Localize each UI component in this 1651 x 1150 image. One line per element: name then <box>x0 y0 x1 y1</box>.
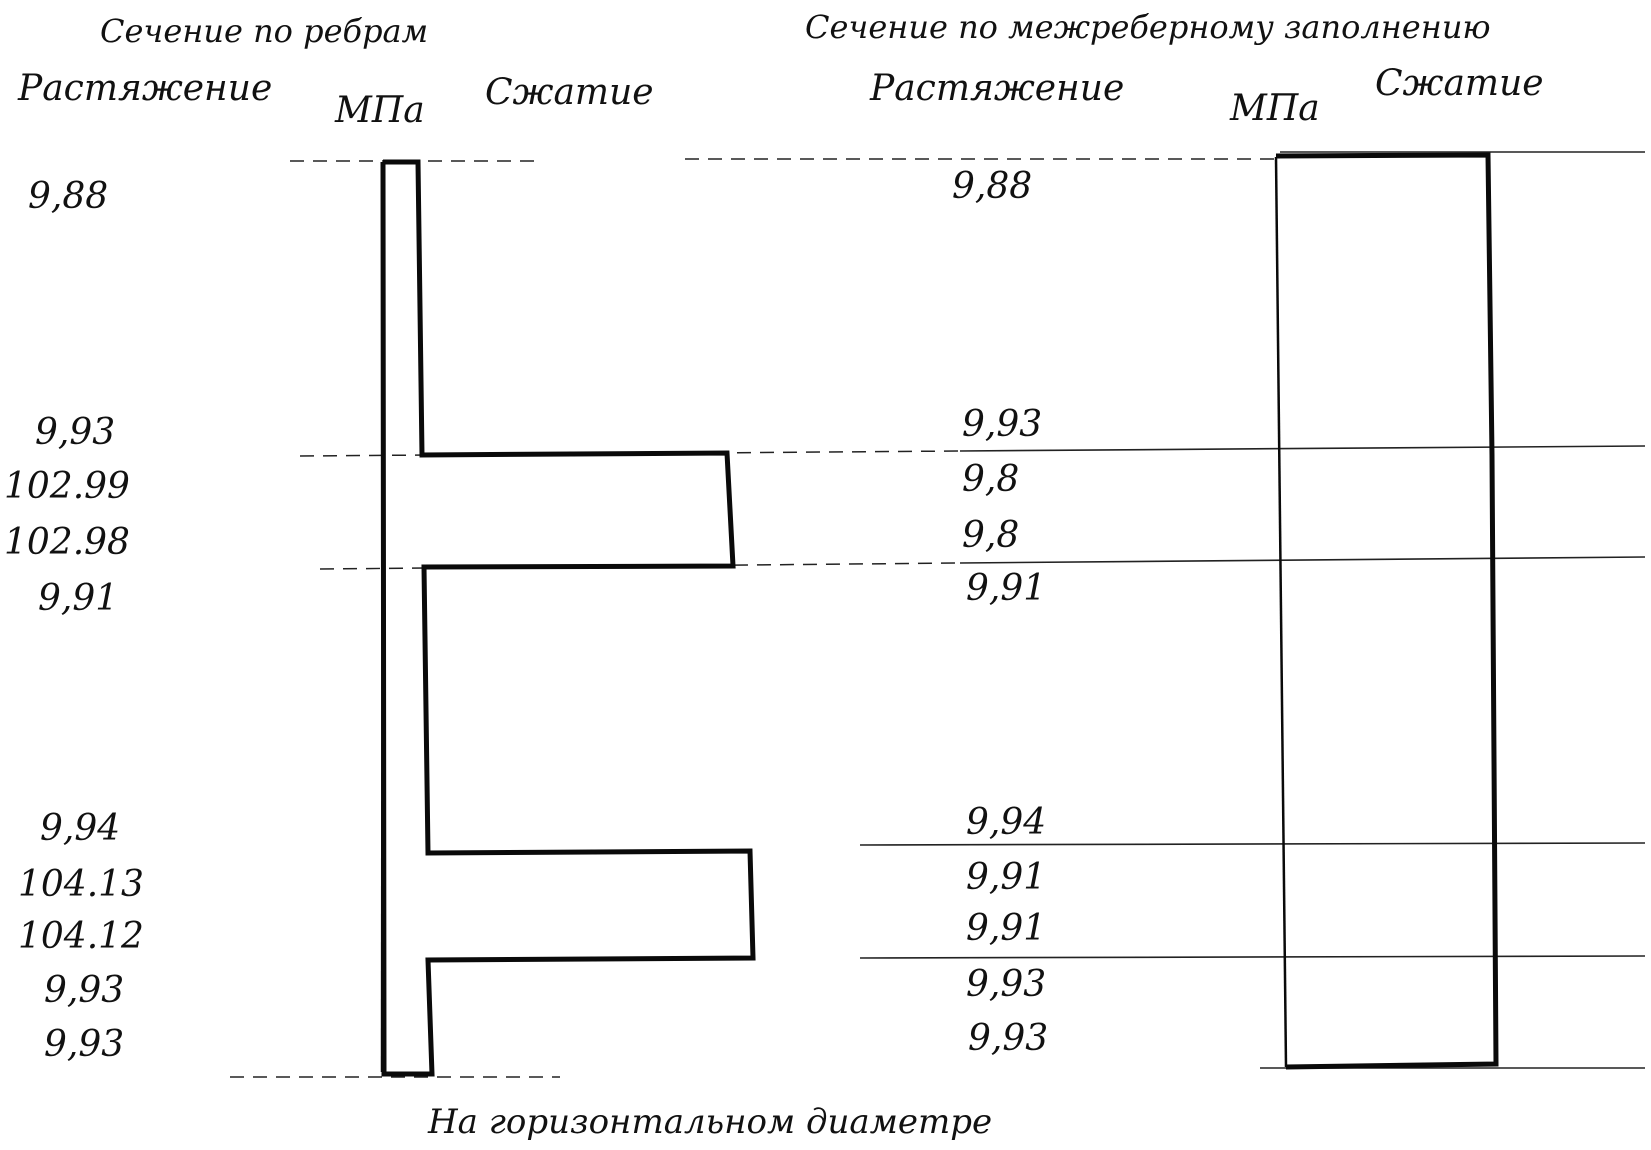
left-values <box>4 176 144 1065</box>
right-unit-label: МПа <box>1230 88 1320 129</box>
right-value-7: 9,91 <box>966 857 1047 898</box>
left-value-8: 104.12 <box>18 916 144 957</box>
guide-rib1-bottom-right <box>960 557 1645 563</box>
left-value-5: 9,91 <box>38 578 119 619</box>
right-section-title: Сечение по межреберному заполнению <box>805 8 1491 46</box>
left-value-7: 104.13 <box>18 864 144 905</box>
guide-rib2-top <box>860 843 1645 845</box>
right-value-5: 9,91 <box>966 568 1047 609</box>
left-value-1: 9,88 <box>28 176 109 217</box>
right-value-4: 9,8 <box>962 515 1020 556</box>
right-stress-diagram <box>1276 155 1496 1067</box>
guide-rib1-top-right <box>960 446 1645 451</box>
right-value-8: 9,91 <box>966 908 1047 949</box>
left-tension-label: Растяжение <box>18 68 273 109</box>
right-value-1: 9,88 <box>952 166 1033 207</box>
left-unit-label: МПа <box>335 90 425 131</box>
right-diagram-axis <box>1276 157 1286 1067</box>
right-compression-label: Сжатие <box>1375 63 1544 104</box>
left-stress-diagram <box>382 162 753 1074</box>
right-diagram-outline <box>1276 155 1496 1067</box>
left-diagram-outline <box>383 162 753 1074</box>
left-compression-label: Сжатие <box>485 72 654 113</box>
left-value-4: 102.98 <box>4 522 130 563</box>
left-value-9: 9,93 <box>44 970 125 1011</box>
right-value-6: 9,94 <box>966 802 1047 843</box>
right-value-10: 9,93 <box>968 1018 1049 1059</box>
right-values <box>952 166 1048 1059</box>
right-value-9: 9,93 <box>966 964 1047 1005</box>
left-section-title: Сечение по ребрам <box>100 12 429 50</box>
left-value-3: 102.99 <box>4 466 130 507</box>
guide-lines <box>230 152 1645 1077</box>
right-value-2: 9,93 <box>962 404 1043 445</box>
figure-caption: На горизонтальном диаметре <box>428 1102 993 1142</box>
left-value-10: 9,93 <box>44 1024 125 1065</box>
right-tension-label: Растяжение <box>870 68 1125 109</box>
right-value-3: 9,8 <box>962 459 1020 500</box>
left-value-6: 9,94 <box>40 808 121 849</box>
guide-rib2-bottom <box>860 956 1645 958</box>
left-value-2: 9,93 <box>35 412 116 453</box>
